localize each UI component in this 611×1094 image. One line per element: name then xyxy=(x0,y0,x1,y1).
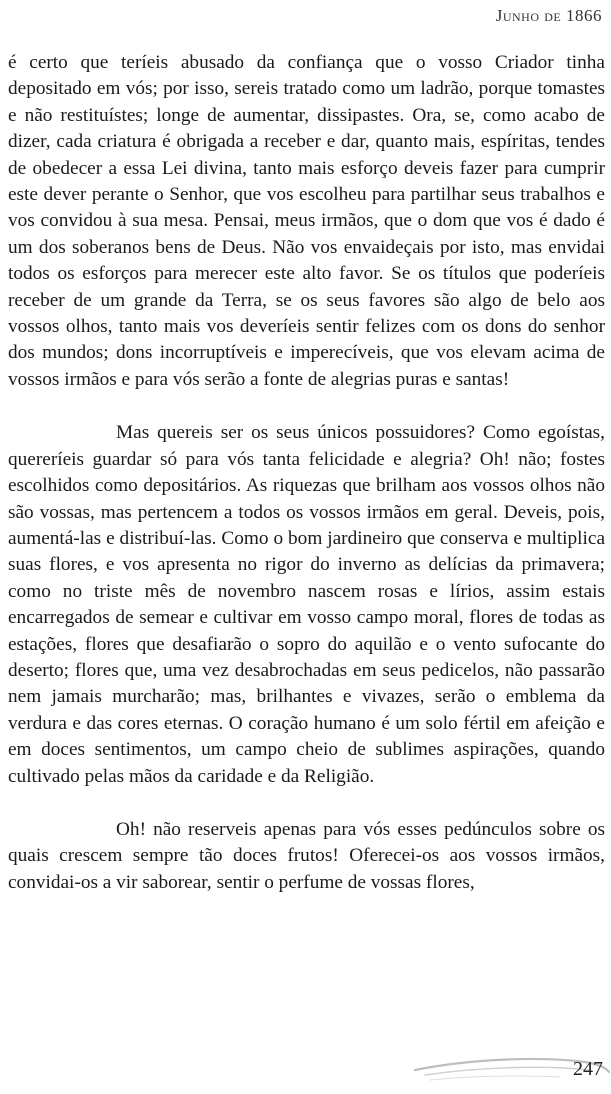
paragraph-spacer xyxy=(8,393,605,420)
page-body xyxy=(8,50,605,896)
paragraph-2: Mas quereis ser os seus únicos possuidores? Como egoístas, quereríeis guardar só para vós tanta felicidade e alegria? Oh! não; fostes escolhidos como depositários. As riquezas que brilham aos vossos olhos não são vossas, mas pertencem a todos os vossos irmãos em geral. Deveis, pois, aumentá-las e distribuí-las. Como o bom jardineiro que conserva e multiplica suas flores, e vos apresenta no rigor do inverno as delícias da primavera; como no triste mês de novembro nascem rosas e lírios, assim estais encarregados de semear e cultivar em vosso campo moral, flores de todas as estações, flores que desafiarão o sopro do aquilão e o vento sufocante do deserto; flores que, uma vez desabrochadas em seus pedicelos, não passarão nem jamais murcharão; mas, brilhantes e vivazes, serão o emblema da verdura e das cores eternas. O coração humano é um solo fértil em afeição e em doces sentimentos, um campo cheio de sublimes aspirações, quando cultivado pelas mãos da caridade e da Religião. xyxy=(8,422,605,787)
paragraph-spacer xyxy=(8,790,605,817)
paragraph-3: Oh! não reserveis apenas para vós esses pedúnculos sobre os quais crescem sempre tão doces frutos! Oferecei-os aos vossos irmãos, convidai-os a vir saborear, sentir o perfume de vossas flores, xyxy=(8,818,605,893)
running-header: Junho de 1866 xyxy=(495,6,602,25)
decorative-swash-icon xyxy=(0,1026,611,1090)
paragraph-1: é certo que teríeis abusado da confiança que o vosso Criador tinha depositado em vós; por isso, sereis tratado como um ladrão, porque tomastes e não restituístes; longe de aumentar, dissipastes. Ora, se, como acabo de dizer, cada criatura é obrigada a receber e dar, quanto mais, espíritas, tendes de obedecer a essa Lei divina, tanto mais esforço deveis fazer para cumprir este dever perante o Senhor, que vos escolheu para partilhar seus trabalhos e vos convidou à sua mesa. Pensai, meus irmãos, que o dom que vos é dado é um dos soberanos bens de Deus. Não vos envaideçais por isto, mas envidai todos os esforços para merecer este alto favor. Se os títulos que poderíeis receber de um grande da Terra, se os seus favores são algo de belo aos vossos olhos, tanto mais vos deveríeis sentir felizes com os dons do senhor dos mundos; dons incorruptíveis e imperecíveis, que vos elevam acima de vossos irmãos e para vós serão a fonte de alegrias puras e santas! xyxy=(8,52,605,390)
page-footer xyxy=(0,1026,611,1090)
page-number: 247 xyxy=(573,1058,603,1080)
